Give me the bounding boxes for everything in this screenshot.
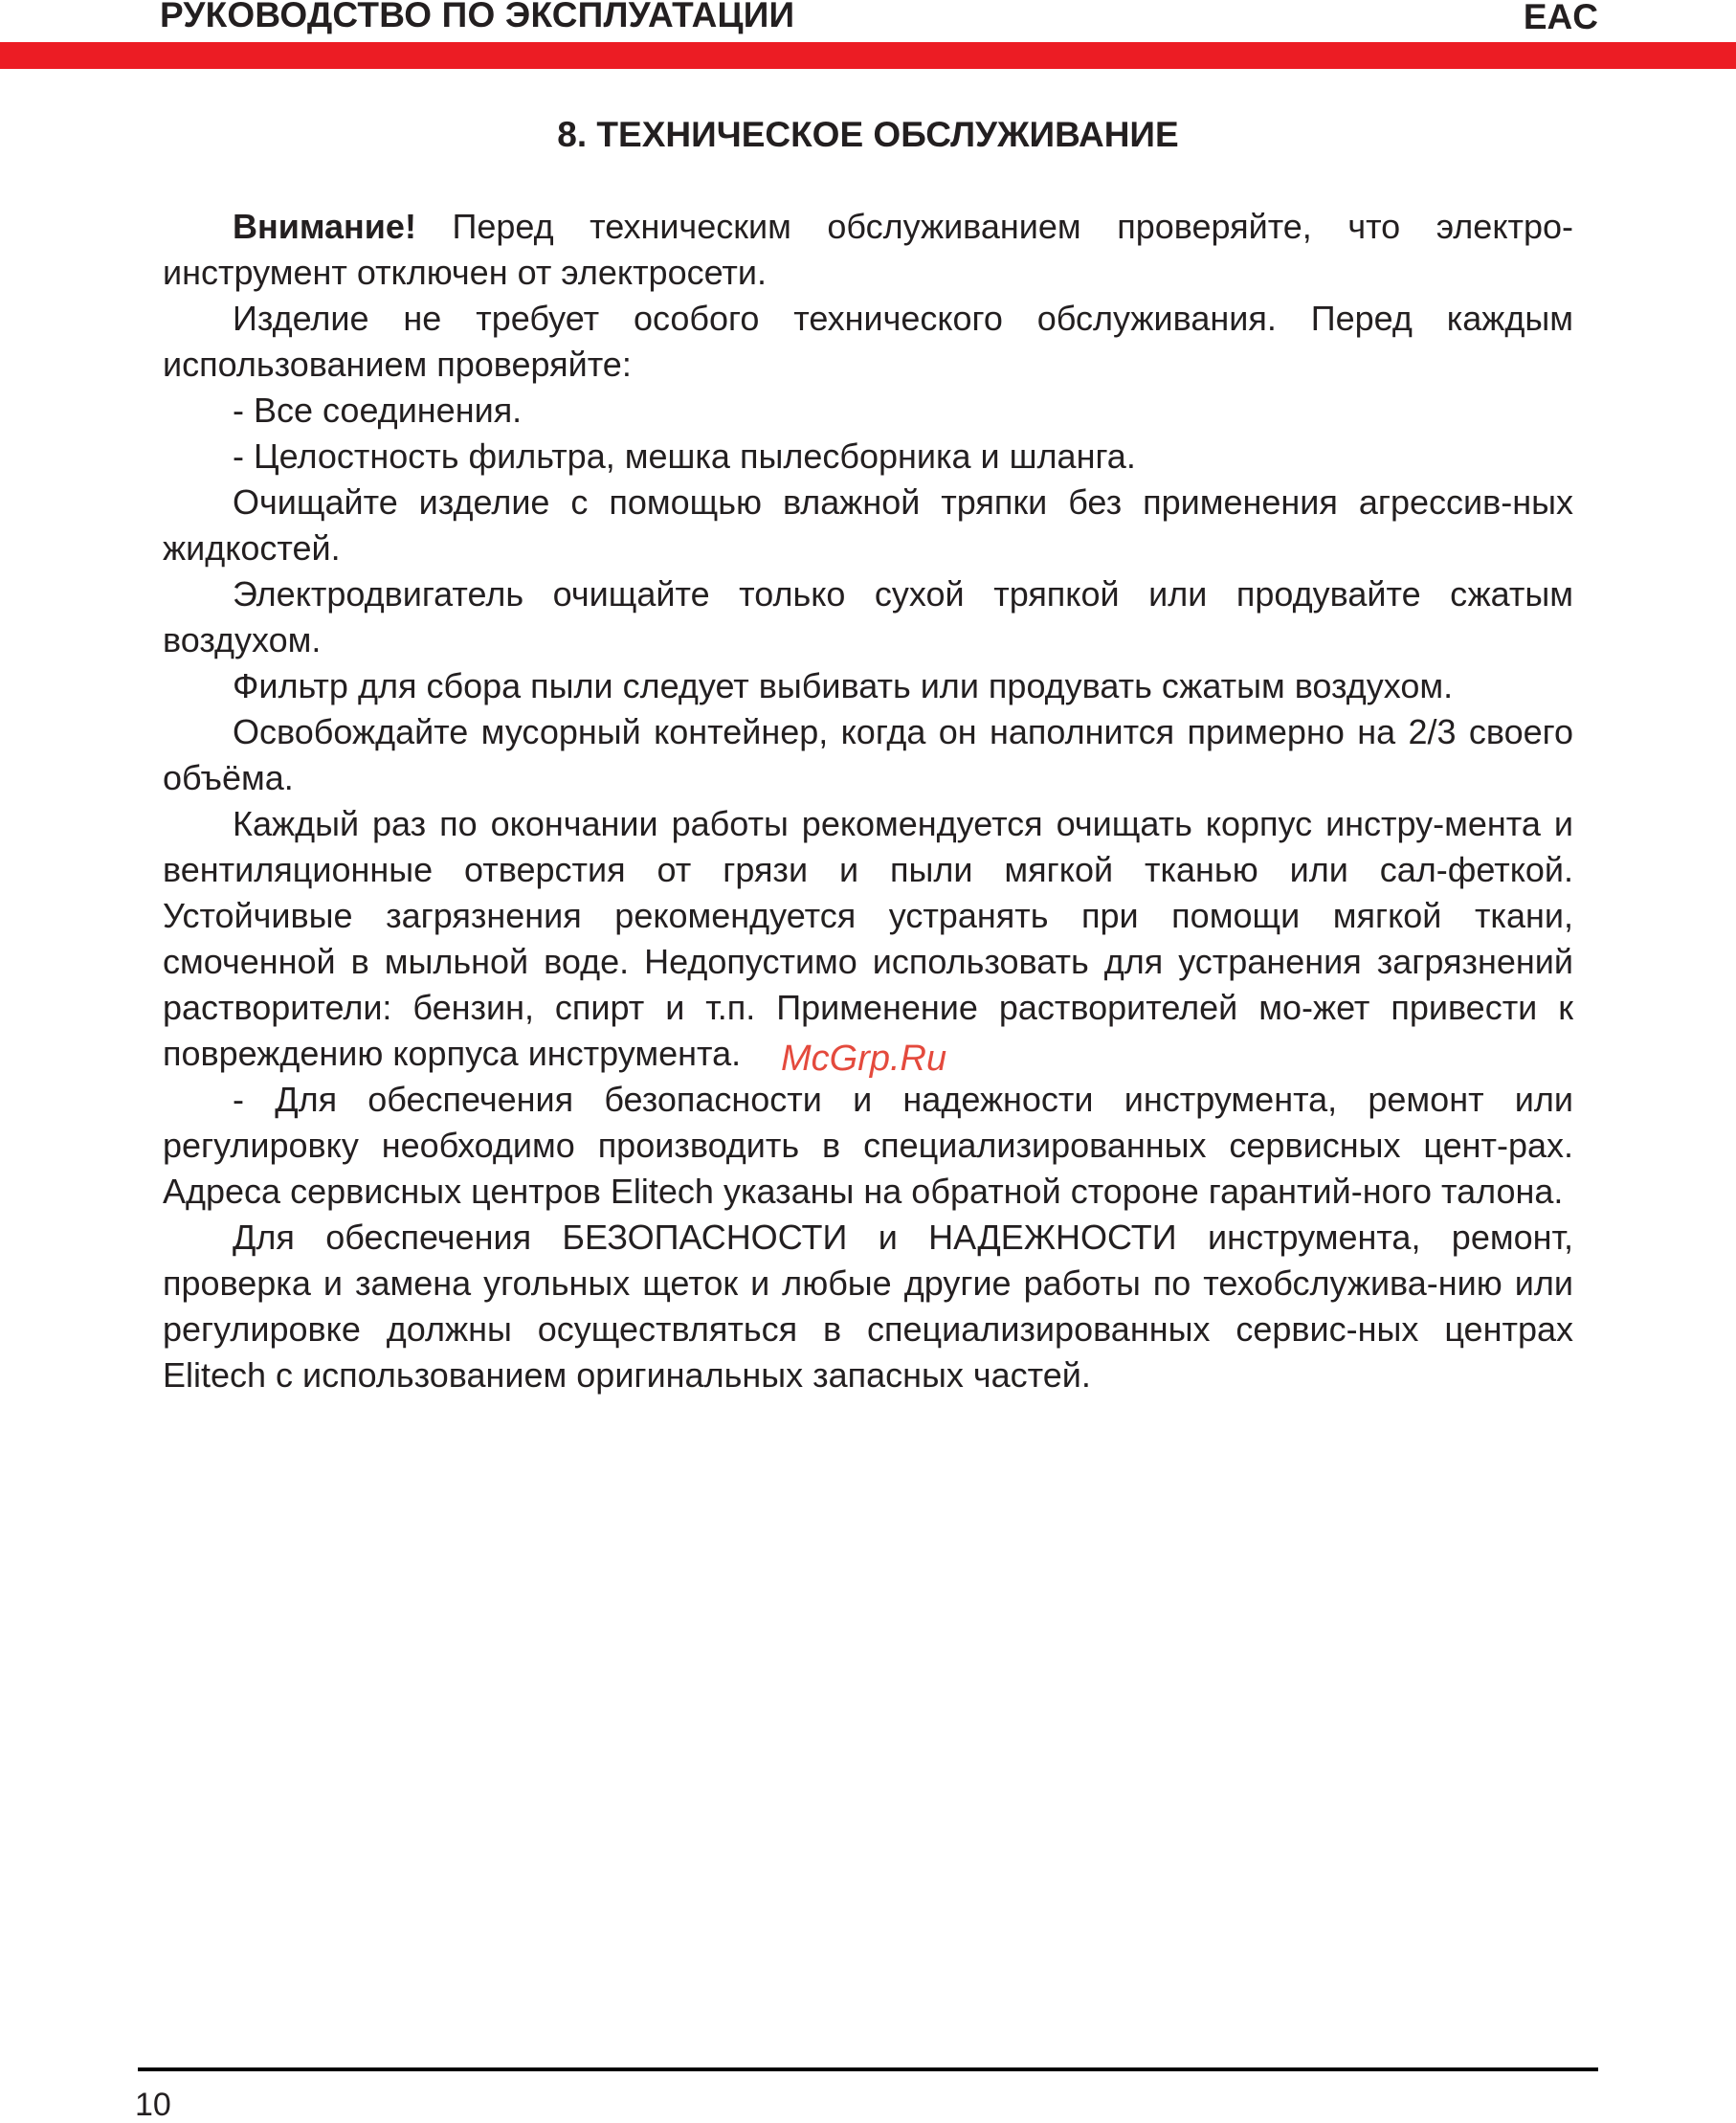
paragraph-warning: [163, 204, 1573, 296]
eac-certification-mark: EAC: [1523, 0, 1598, 36]
paragraph-filter-cleaning: Фильтр для сбора пыли следует выбивать или продувать сжатым воздухом.: [233, 666, 1454, 705]
warning-text: Перед техническим обслуживанием проверяйте, что электро-инструмент отключен от электросети.: [163, 207, 1573, 292]
page-number: 10: [135, 2087, 171, 2123]
watermark: McGrp.Ru: [781, 1039, 947, 1079]
warning-label: Внимание!: [233, 207, 416, 246]
footer-divider: [138, 2067, 1598, 2071]
paragraph-safety-service: Для обеспечения БЕЗОПАСНОСТИ и НАДЕЖНОСТИ инструмента, ремонт, проверка и замена угольных щеток и любые другие работы по техобслужива-нию или регулировке должны осуществляться в специализированных сервис-ных центрах Elitech с использованием оригинальных запасных частей.: [163, 1218, 1573, 1395]
list-item-connections: - Все соединения.: [233, 391, 523, 430]
header-accent-bar: [0, 42, 1736, 69]
section-title: 8. ТЕХНИЧЕСКОЕ ОБСЛУЖИВАНИЕ: [557, 115, 1179, 154]
document-body: [163, 204, 1573, 1398]
document-header-title: РУКОВОДСТВО ПО ЭКСПЛУАТАЦИИ: [160, 0, 795, 34]
paragraph-motor-cleaning: Электродвигатель очищайте только сухой тряпкой или продувайте сжатым воздухом.: [163, 574, 1573, 659]
paragraph-service-centers: - Для обеспечения безопасности и надежности инструмента, ремонт или регулировку необходимо производить в специализированных сервисных цент-рах. Адреса сервисных центров Elitech указаны на обратной стороне гарантий-ного талона.: [163, 1080, 1573, 1211]
paragraph-no-maintenance: Изделие не требует особого технического обслуживания. Перед каждым использованием проверяйте:: [163, 299, 1573, 384]
list-item-filter-integrity: - Целостность фильтра, мешка пылесборника и шланга.: [233, 436, 1136, 476]
paragraph-housing-cleaning: Каждый раз по окончании работы рекомендуется очищать корпус инстру-мента и вентиляционные отверстия от грязи и пыли мягкой тканью или сал-феткой. Устойчивые загрязнения рекомендуется устранять при помощи мягкой ткани, смоченной в мыльной воде. Недопустимо использовать для устранения загрязнений растворители: бензин, спирт и т.п. Применение растворителей мо-жет привести к повреждению корпуса инструмента.: [163, 804, 1573, 1073]
paragraph-cleaning: Очищайте изделие с помощью влажной тряпки без применения агрессив-ных жидкостей.: [163, 482, 1573, 568]
paragraph-container: Освобождайте мусорный контейнер, когда он наполнится примерно на 2/3 своего объёма.: [163, 712, 1573, 797]
